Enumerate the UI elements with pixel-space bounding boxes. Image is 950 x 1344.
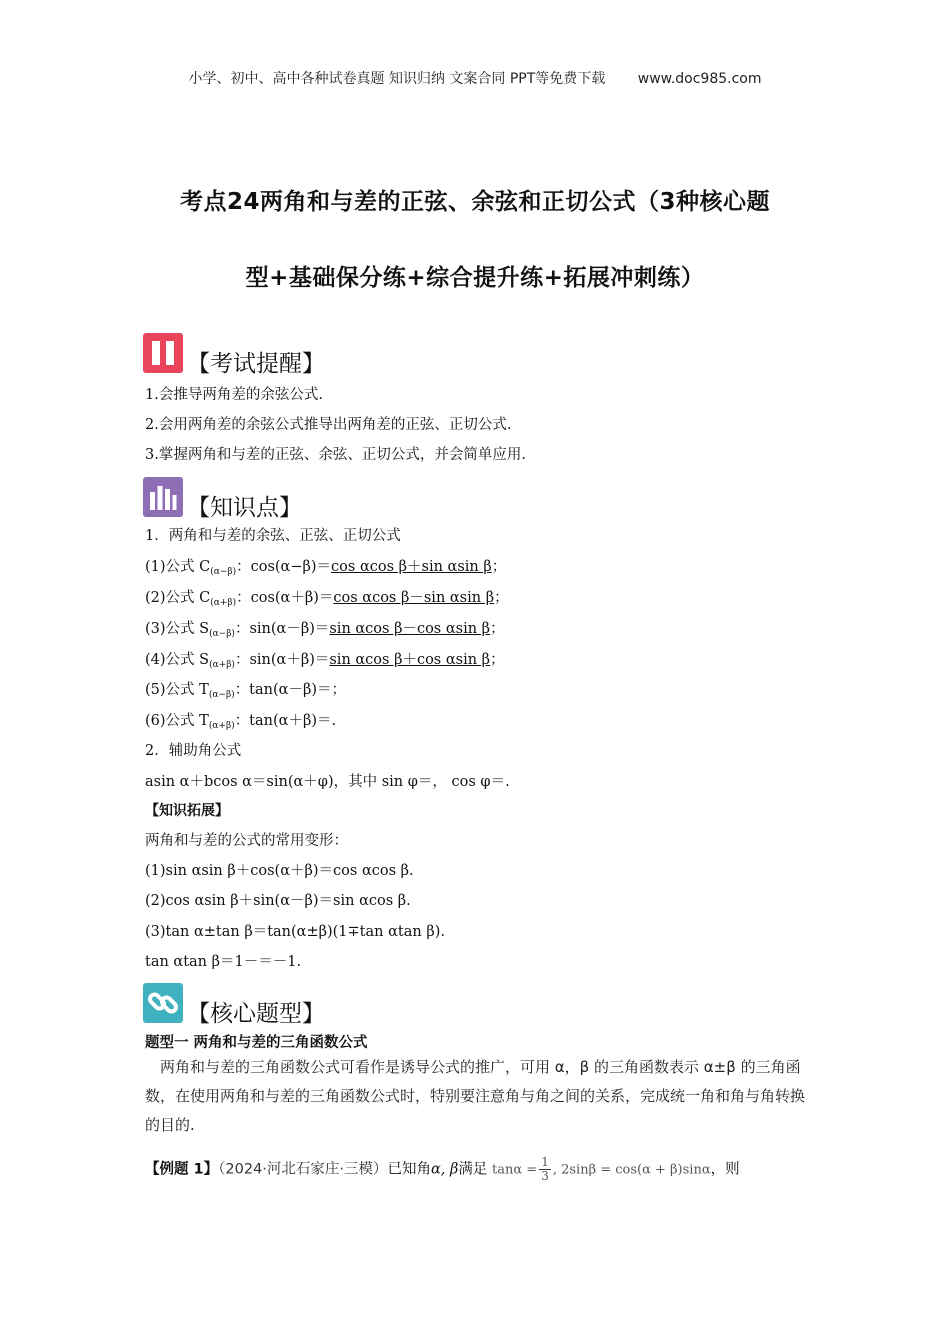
extension-label: 【知识拓展】 [145,803,229,819]
page-title-line2: 型+基础保分练+综合提升练+拓展冲刺练） [245,265,705,291]
example1-label: 【例题 1】 [145,1161,219,1178]
example1-text: 满足 [458,1161,488,1178]
formula-line [145,678,346,700]
page-header [0,68,950,88]
formula-line [145,617,505,639]
section-core-label: 【核心题型】 [187,1001,325,1027]
extension-item: tan αtan β＝1－＝－1. [145,954,302,970]
formula-rhs: cos αcos β－sin αsin β [333,590,495,606]
formula-end: ； [491,559,507,575]
formula-line [145,586,509,608]
type1-title: 题型一 两角和与差的三角函数公式 [145,1035,368,1051]
formula-sub: (α−β) [209,629,235,639]
formula-prefix: (5)公式 T [145,682,209,698]
formula-lhs: ：sin(α－β)＝ [234,621,330,637]
example1-line [145,1156,740,1183]
formula-end: ； [494,590,509,606]
formula-prefix: (1)公式 C [145,559,211,575]
knowledge-heading: 2．辅助角公式 [145,743,242,759]
formula-lhs: ：sin(α＋β)＝ [234,652,330,668]
formula-sub: (α+β) [208,721,235,731]
formula-line [145,648,505,670]
extension-intro: 两角和与差的公式的常用变形： [145,833,348,849]
example1-vars: α, β [431,1161,459,1178]
formula-end: ； [331,682,346,698]
formula-sub: (α+β) [209,660,235,670]
exam-item: 2.会用两角差的余弦公式推导出两角差的正弦、正切公式. [145,417,512,433]
fraction-denominator: 3 [541,1169,549,1183]
formula-end: ； [490,621,505,637]
formula-lhs: ：tan(α＋β)＝ [234,713,332,729]
extension-item: (1)sin αsin β＋cos(α＋β)＝cos αcos β. [145,863,414,879]
aux-formula: asin α＋bcos α＝sin(α＋φ)，其中 sin φ＝， cos φ＝. [145,774,510,790]
section-exam-reminder-label: 【考试提醒】 [187,351,325,377]
header-text: 小学、初中、高中各种试卷真题 知识归纳 文案合同 PPT等免费下载 [188,71,606,87]
formula-rhs: cos αcos β＋sin αsin β [331,559,492,575]
formula-line [145,709,336,731]
formula-end: . [331,713,337,729]
page-title-line1: 考点24两角和与差的正弦、余弦和正切公式（3种核心题 [179,189,770,215]
example1-condition: , 2sinβ = cos(α + β)sinα [552,1162,711,1178]
example1-text: ，则 [710,1161,740,1178]
formula-prefix: (6)公式 T [145,713,209,729]
example1-source: （2024·河北石家庄·三模） [218,1161,388,1178]
formula-rhs: sin αcos β－cos αsin β [329,621,491,637]
formula-end: ； [490,652,505,668]
exam-item: 3.掌握两角和与差的正弦、余弦、正切公式，并会简单应用. [145,447,526,463]
formula-rhs: sin αcos β＋cos αsin β [329,652,491,668]
extension-item: (2)cos αsin β＋sin(α－β)＝sin αcos β. [145,893,411,909]
fraction-numerator: 1 [541,1155,549,1169]
section-knowledge-label: 【知识点】 [187,495,302,521]
formula-sub: (α+β) [210,598,237,608]
exam-item: 1.会推导两角差的余弦公式. [145,387,323,403]
header-site[interactable]: www.doc985.com [637,71,762,87]
example1-text: 已知角 [387,1161,432,1178]
example1-condition: tanα = [492,1162,538,1178]
example1-fraction [539,1156,551,1183]
link-icon [143,983,183,1023]
extension-item: (3)tan α±tan β＝tan(α±β)(1∓tan αtan β). [145,924,445,940]
bar-chart-icon [143,477,183,517]
formula-line [145,555,506,577]
formula-lhs: ：cos(α−β)＝ [236,559,332,575]
knowledge-heading: 1．两角和与差的余弦、正弦、正切公式 [145,528,401,544]
formula-prefix: (4)公式 S [145,652,210,668]
pause-bars-icon [143,333,183,373]
type1-description: 两角和与差的三角函数公式可看作是诱导公式的推广，可用 α，β 的三角函数表示 α±β 的三角函数，在使用两角和与差的三角函数公式时，特别要注意角与角之间的关系，完成统一角和角与角转换的目的. [145,1058,806,1134]
formula-sub: (α−β) [208,690,235,700]
formula-lhs: ：tan(α－β)＝ [234,682,332,698]
formula-prefix: (2)公式 C [145,590,211,606]
formula-sub: (α−β) [210,567,237,577]
formula-prefix: (3)公式 S [145,621,210,637]
formula-lhs: ：cos(α＋β)＝ [236,590,334,606]
